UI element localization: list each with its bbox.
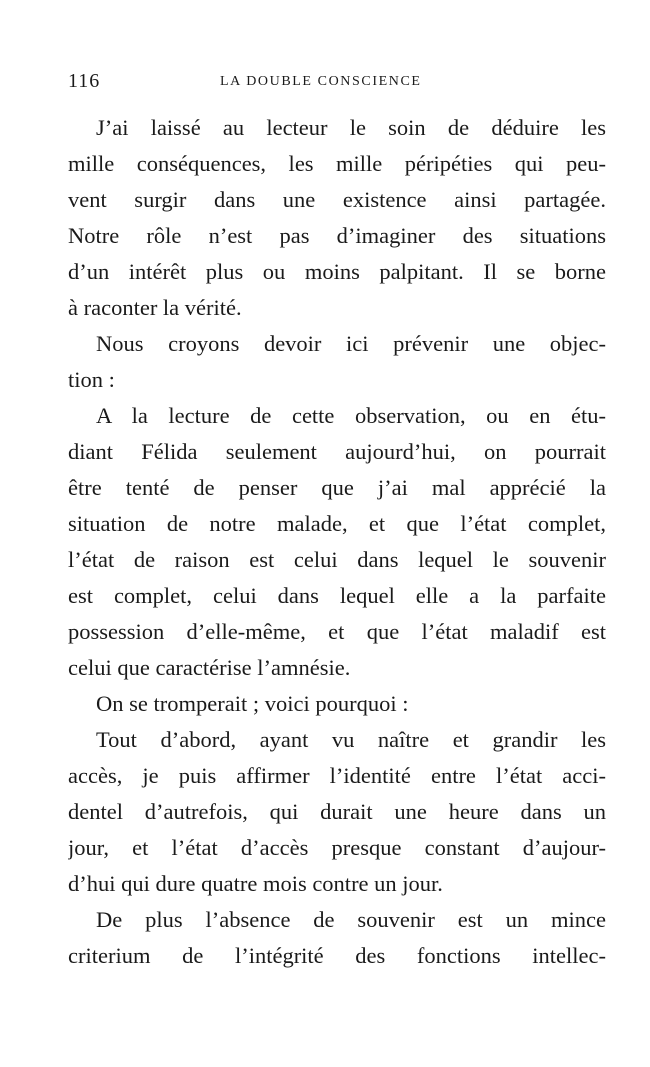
page-header bbox=[68, 70, 608, 94]
body-text bbox=[68, 110, 606, 974]
text-line: celui que caractérise l’amnésie. bbox=[68, 655, 351, 680]
text-line: A la lecture de cette observation, ou en étu- bbox=[96, 403, 606, 428]
text-line: d’hui qui dure quatre mois contre un jour. bbox=[68, 871, 443, 896]
text-line: accès, je puis affirmer l’identité entre l’état acci- bbox=[68, 763, 606, 788]
text-line: à raconter la vérité. bbox=[68, 295, 242, 320]
text-line: jour, et l’état d’accès presque constant d’aujour- bbox=[68, 835, 606, 860]
text-line: On se tromperait ; voici pourquoi : bbox=[96, 691, 409, 716]
text-line: Notre rôle n’est pas d’imaginer des situations bbox=[68, 223, 606, 248]
text-line: Nous croyons devoir ici prévenir une objec- bbox=[96, 331, 606, 356]
text-line: vent surgir dans une existence ainsi partagée. bbox=[68, 187, 606, 212]
text-line: possession d’elle-même, et que l’état maladif est bbox=[68, 619, 606, 644]
text-line: l’état de raison est celui dans lequel le souvenir bbox=[68, 547, 606, 572]
text-line: d’un intérêt plus ou moins palpitant. Il se borne bbox=[68, 259, 606, 284]
text-line: De plus l’absence de souvenir est un mince bbox=[96, 907, 606, 932]
page-number: 116 bbox=[68, 70, 101, 92]
text-line: criterium de l’intégrité des fonctions intellec- bbox=[68, 943, 606, 968]
text-line: diant Félida seulement aujourd’hui, on pourrait bbox=[68, 439, 606, 464]
text-line: est complet, celui dans lequel elle a la parfaite bbox=[68, 583, 606, 608]
text-line: situation de notre malade, et que l’état complet, bbox=[68, 511, 606, 536]
text-line: mille conséquences, les mille péripéties qui peu- bbox=[68, 151, 606, 176]
text-line: dentel d’autrefois, qui durait une heure dans un bbox=[68, 799, 606, 824]
text-line: J’ai laissé au lecteur le soin de déduire les bbox=[96, 115, 606, 140]
text-line: tion : bbox=[68, 367, 115, 392]
text-line: Tout d’abord, ayant vu naître et grandir les bbox=[96, 727, 606, 752]
text-line: être tenté de penser que j’ai mal apprécié la bbox=[68, 475, 606, 500]
running-title: LA DOUBLE CONSCIENCE bbox=[220, 74, 422, 89]
